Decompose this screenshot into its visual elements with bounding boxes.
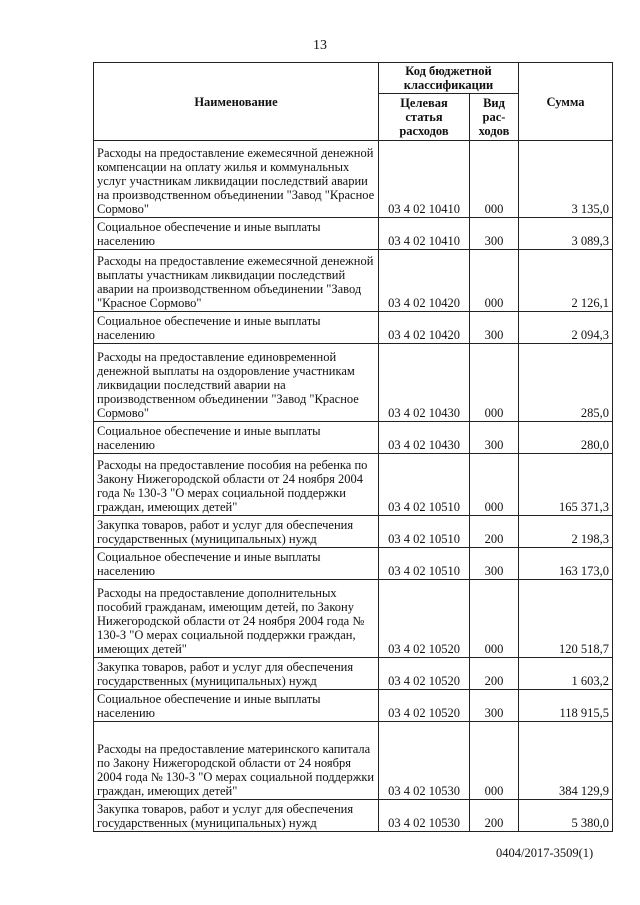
row-name: Закупка товаров, работ и услуг для обеспечения государственных (муниципальных) нужд — [94, 658, 379, 690]
table-row — [94, 658, 613, 690]
document-code: 0404/2017-3509(1) — [496, 846, 594, 860]
row-code: 03 4 02 10520 — [379, 658, 470, 690]
row-code: 03 4 02 10530 — [379, 800, 470, 832]
row-type: 000 — [470, 580, 519, 658]
table-row — [94, 218, 613, 250]
row-type: 000 — [470, 141, 519, 218]
row-name: Социальное обеспечение и иные выплаты населению — [94, 548, 379, 580]
table-row — [94, 141, 613, 218]
row-type: 300 — [470, 312, 519, 344]
row-code: 03 4 02 10420 — [379, 250, 470, 312]
row-type: 300 — [470, 548, 519, 580]
row-sum: 2 094,3 — [519, 312, 613, 344]
row-sum: 2 126,1 — [519, 250, 613, 312]
row-sum: 3 089,3 — [519, 218, 613, 250]
row-name: Закупка товаров, работ и услуг для обеспечения государственных (муниципальных) нужд — [94, 516, 379, 548]
table-row — [94, 250, 613, 312]
row-code: 03 4 02 10510 — [379, 516, 470, 548]
row-code: 03 4 02 10430 — [379, 344, 470, 422]
table-row — [94, 516, 613, 548]
row-type: 300 — [470, 690, 519, 722]
row-type: 000 — [470, 454, 519, 516]
table-row — [94, 312, 613, 344]
row-name: Расходы на предоставление ежемесячной денежной компенсации на оплату жилья и коммунальных услуг участникам ликвидации последствий аварии на производственном объединении "Завод "Красное Сормово" — [94, 141, 379, 218]
row-name: Социальное обеспечение и иные выплаты населению — [94, 218, 379, 250]
row-sum: 384 129,9 — [519, 722, 613, 800]
row-type: 000 — [470, 344, 519, 422]
row-code: 03 4 02 10520 — [379, 690, 470, 722]
row-name: Закупка товаров, работ и услуг для обеспечения государственных (муниципальных) нужд — [94, 800, 379, 832]
table-row — [94, 580, 613, 658]
row-code: 03 4 02 10510 — [379, 548, 470, 580]
row-name: Расходы на предоставление единовременной денежной выплаты на оздоровление участникам ликвидации последствий аварии на производственном объединении "Завод "Красное Сормово" — [94, 344, 379, 422]
budget-table — [93, 62, 613, 832]
row-code: 03 4 02 10420 — [379, 312, 470, 344]
row-name: Расходы на предоставление материнского капитала по Закону Нижегородской области от 24 ноября 2004 года № 130-З "О мерах социальной поддержки граждан, имеющих детей" — [94, 722, 379, 800]
row-name: Социальное обеспечение и иные выплаты населению — [94, 312, 379, 344]
row-sum: 1 603,2 — [519, 658, 613, 690]
row-code: 03 4 02 10530 — [379, 722, 470, 800]
row-name: Социальное обеспечение и иные выплаты населению — [94, 690, 379, 722]
header-sum: Сумма — [519, 63, 613, 141]
table-row — [94, 454, 613, 516]
row-code: 03 4 02 10510 — [379, 454, 470, 516]
row-type: 200 — [470, 800, 519, 832]
row-sum: 120 518,7 — [519, 580, 613, 658]
row-type: 000 — [470, 722, 519, 800]
table-row — [94, 800, 613, 832]
row-sum: 165 371,3 — [519, 454, 613, 516]
page-number: 13 — [313, 38, 327, 53]
header-name: Наименование — [94, 63, 379, 141]
row-sum: 118 915,5 — [519, 690, 613, 722]
header-expense-type: Вид рас-ходов — [470, 94, 519, 141]
table-row — [94, 690, 613, 722]
row-code: 03 4 02 10520 — [379, 580, 470, 658]
row-sum: 2 198,3 — [519, 516, 613, 548]
row-name: Расходы на предоставление пособия на ребенка по Закону Нижегородской области от 24 ноября 2004 года № 130-З "О мерах социальной поддержки граждан, имеющих детей" — [94, 454, 379, 516]
row-type: 300 — [470, 218, 519, 250]
row-sum: 3 135,0 — [519, 141, 613, 218]
row-code: 03 4 02 10410 — [379, 218, 470, 250]
row-sum: 280,0 — [519, 422, 613, 454]
table-row — [94, 548, 613, 580]
row-type: 000 — [470, 250, 519, 312]
row-type: 200 — [470, 658, 519, 690]
row-sum: 285,0 — [519, 344, 613, 422]
row-type: 200 — [470, 516, 519, 548]
table-body — [94, 141, 613, 832]
table-row — [94, 722, 613, 800]
row-name: Расходы на предоставление ежемесячной денежной выплаты участникам ликвидации последствий аварии на производственном объединении "Завод "Красное Сормово" — [94, 250, 379, 312]
row-code: 03 4 02 10410 — [379, 141, 470, 218]
header-code-group: Код бюджетной классификации — [379, 63, 519, 94]
row-type: 300 — [470, 422, 519, 454]
table-row — [94, 344, 613, 422]
row-name: Расходы на предоставление дополнительных пособий гражданам, имеющим детей, по Закону Нижегородской области от 24 ноября 2004 года № 130-З "О мерах социальной поддержки граждан, имеющих детей" — [94, 580, 379, 658]
header-target-article: Целевая статья расходов — [379, 94, 470, 141]
row-code: 03 4 02 10430 — [379, 422, 470, 454]
table-row — [94, 422, 613, 454]
row-sum: 163 173,0 — [519, 548, 613, 580]
row-name: Социальное обеспечение и иные выплаты населению — [94, 422, 379, 454]
row-sum: 5 380,0 — [519, 800, 613, 832]
